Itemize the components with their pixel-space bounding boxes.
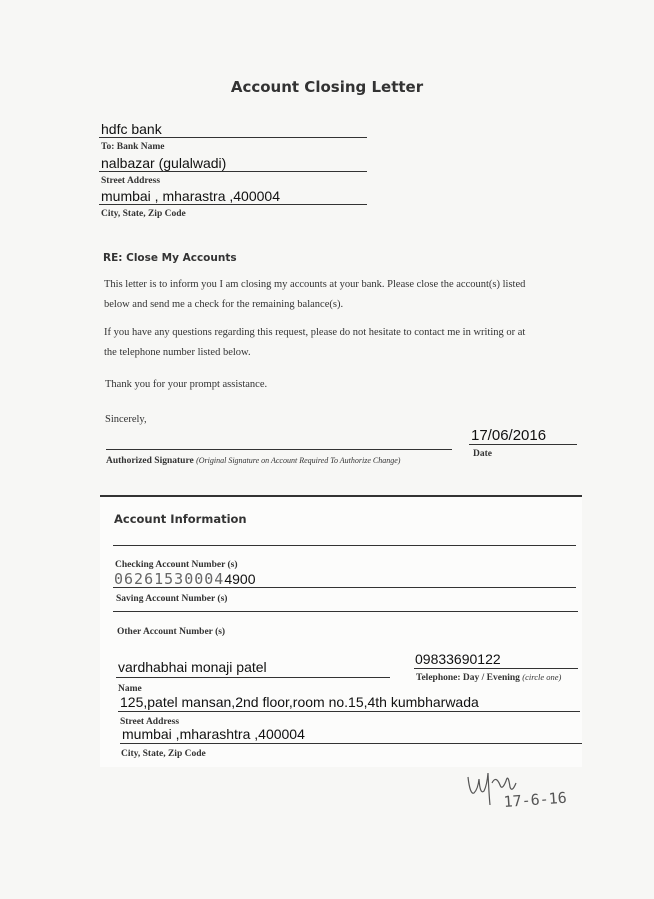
street-address-value: nalbazar (gulalwadi) (101, 155, 227, 171)
signature-note: (Original Signature on Account Required To Authorize Change) (196, 456, 401, 465)
telephone-line (414, 668, 578, 669)
bank-name-line (99, 137, 367, 138)
date-line (469, 444, 577, 445)
telephone-note: (circle one) (522, 672, 562, 682)
saving-line (113, 587, 576, 588)
telephone-label: Telephone: Day / Evening (416, 673, 520, 683)
saving-account-handwritten: 06261530004 (114, 570, 225, 588)
name-value: vardhabhai monaji patel (118, 659, 267, 675)
checking-label: Checking Account Number (s) (115, 560, 238, 570)
handwritten-signature (462, 765, 582, 815)
account-street-label: Street Address (120, 717, 180, 727)
checking-line (113, 545, 576, 546)
account-city-label: City, State, Zip Code (121, 749, 206, 759)
paragraph-1-line-1: This letter is to inform you I am closing my accounts at your bank. Please close the account(s) listed (104, 279, 526, 290)
account-street-value: 125,patel mansan,2nd floor,room no.15,4th kumbharwada (120, 694, 479, 710)
paragraph-2-line-1: If you have any questions regarding this request, please do not hesitate to contact me in writing or at (104, 327, 526, 338)
telephone-value: 09833690122 (415, 651, 501, 667)
paragraph-2 (104, 323, 525, 363)
telephone-label-row (416, 672, 561, 683)
closing: Sincerely, (105, 414, 147, 425)
account-street-line (118, 711, 580, 712)
other-label: Other Account Number (s) (117, 627, 226, 637)
date-label: Date (473, 449, 492, 459)
date-value: 17/06/2016 (471, 427, 547, 444)
account-info-heading: Account Information (114, 512, 247, 526)
name-label: Name (118, 684, 142, 694)
paragraph-1-line-2: below and send me a check for the remaining balance(s). (104, 299, 344, 310)
saving-label: Saving Account Number (s) (116, 594, 228, 604)
thanks-line: Thank you for your prompt assistance. (105, 379, 268, 390)
signature-label: Authorized Signature (106, 456, 194, 466)
city-line (99, 204, 367, 205)
name-line (116, 677, 390, 678)
other-line (113, 611, 578, 612)
saving-account-typed: 4900 (224, 571, 256, 587)
paragraph-2-line-2: the telephone number listed below. (104, 347, 251, 358)
bank-name-value: hdfc bank (101, 121, 162, 137)
street-address-line (99, 171, 367, 172)
re-heading: RE: Close My Accounts (103, 252, 237, 264)
paragraph-1 (104, 275, 525, 315)
signature-date: 17-6-16 (503, 788, 568, 811)
letter-title: Account Closing Letter (230, 78, 424, 96)
account-city-line (120, 743, 582, 744)
city-value: mumbai , mharastra ,400004 (101, 188, 280, 204)
signature-label-row (106, 456, 400, 466)
city-label: City, State, Zip Code (101, 209, 186, 219)
account-city-value: mumbai ,mharashtra ,400004 (122, 726, 305, 742)
bank-name-label: To: Bank Name (101, 142, 165, 152)
signature-line (106, 449, 452, 450)
street-address-label: Street Address (101, 176, 161, 186)
